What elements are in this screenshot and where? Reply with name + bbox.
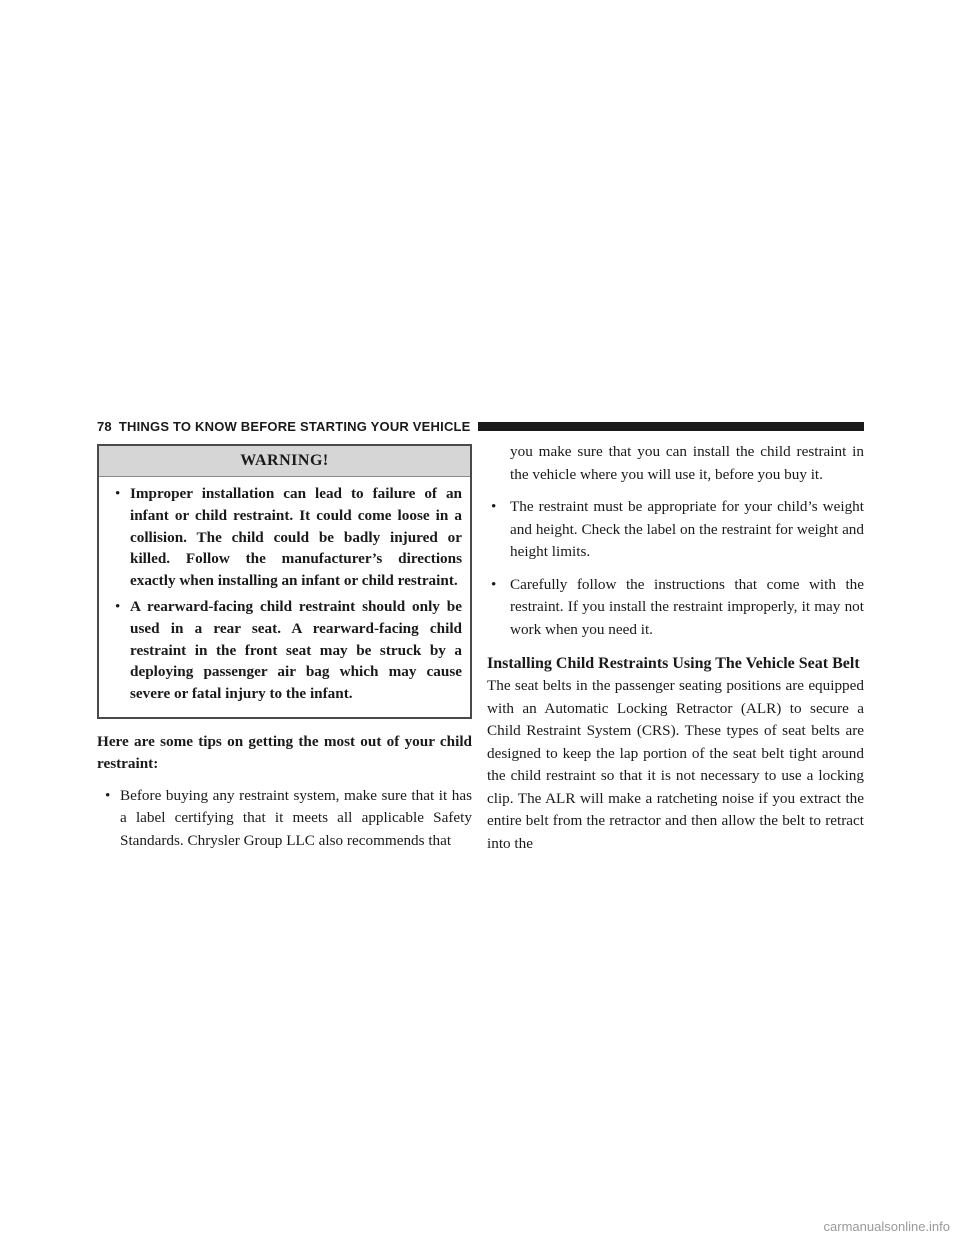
warning-box [97, 444, 472, 719]
bullet-icon: • [491, 575, 497, 593]
chapter-title: THINGS TO KNOW BEFORE STARTING YOUR VEHICLE [118, 418, 471, 434]
bullet-icon: • [115, 485, 121, 502]
header-rule [478, 422, 864, 431]
warning-title: WARNING! [99, 446, 470, 477]
watermark: carmanualsonline.info [823, 1219, 950, 1234]
page-number: 78 [97, 418, 112, 434]
bullet-icon: • [491, 498, 497, 515]
warning-item [107, 483, 462, 592]
left-column [97, 444, 472, 852]
right-column [487, 441, 864, 855]
tip-item-text: The restraint must be appropriate for your child’s weight and height. Check the label on the restraint for weight and height limits. [510, 498, 864, 560]
warning-body [99, 477, 470, 717]
tip-item [487, 496, 864, 564]
page-header [97, 418, 864, 434]
tip-item-text: Before buying any restraint system, make sure that it has a label certifying that it meets all applicable Safety Standards. Chrysler Group LLC also recommends that [120, 786, 472, 849]
tips-intro: Here are some tips on getting the most out of your child restraint: [97, 732, 472, 772]
section-paragraph: The seat belts in the passenger seating positions are equipped with an Automatic Locking Retractor (ALR) to secure a Child Restraint System (CRS). These types of seat belts are designed to keep the lap portion of the seat belt tight around the child restraint so that it is not necessary to use a locking clip. The ALR will make a ratcheting noise if you extract the entire belt from the retractor and then allow the belt to retract into the [487, 677, 864, 852]
tip-item [97, 785, 472, 853]
warning-item [107, 596, 462, 705]
section-heading: Installing Child Restraints Using The Vehicle Seat Belt [487, 655, 860, 672]
tip-item-text: Carefully follow the instructions that come with the restraint. If you install the restraint improperly, it may not work when you need it. [510, 575, 864, 638]
tip-item-continuation: you make sure that you can install the child restraint in the vehicle where you will use it, before you buy it. [510, 443, 864, 483]
bullet-icon: • [105, 786, 111, 804]
warning-item-text: A rearward-facing child restraint should only be used in a rear seat. A rearward-facing child restraint in the front seat may be struck by a deploying passenger air bag which may cause severe or fatal injury to the infant. [130, 597, 462, 703]
bullet-icon: • [115, 597, 121, 615]
tip-item [487, 574, 864, 642]
warning-item-text: Improper installation can lead to failure of an infant or child restraint. It could come loose in a collision. The child could be badly injured or killed. Follow the manufacturer’s directions exactly when installing an infant or child restraint. [130, 485, 462, 590]
